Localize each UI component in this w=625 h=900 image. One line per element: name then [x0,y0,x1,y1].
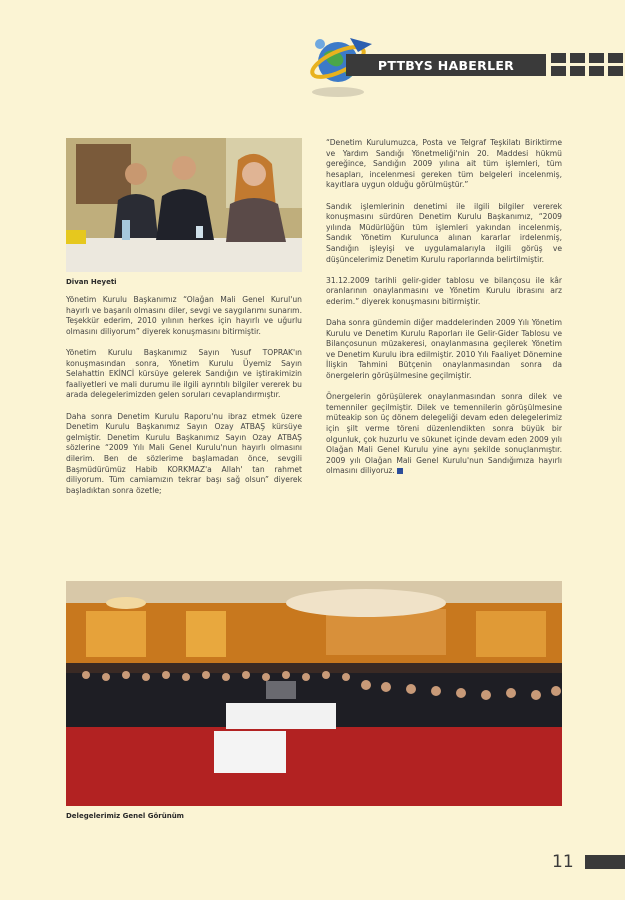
paragraph: Sandık işlemlerinin denetimi ile ilgili bilgiler vererek konuşmasını sürdüren Denetim Kurulu Başkanımız, “2009 yılında Müdürlüğün tüm işlemleri yakından incelenmiş, Sandık Yönetim Kurulunca alınan kararlar irdelenmiş, Sandığın işleyişi ve uygulamalarıyla ilgili görüş ve düşüncelerimiz Denetim Kurulu raporlarında belirtilmiştir. [326,201,562,264]
paragraph-last [326,392,562,477]
photo-caption-bottom: Delegelerimiz Genel Görünüm [66,812,184,820]
paragraph: 31.12.2009 tarihli gelir-gider tablosu ve bilançosu ile kâr oranlarının onaylanmasını ve Yönetim Kurulu ibrasını arz ederim.” diyerek konuşmasını bitirmiştir. [326,275,562,306]
page-number: 11 [552,852,574,872]
paragraph-text: Önergelerin görüşülerek onaylanmasından sonra dilek ve temenniler geçilmiştir. Dilek ve temennilerin görüşülmesine müteakip son üç dönem delegeliği devam eden delegelerimiz için şilt verme töreni düzenlendikten sonra büyük bir olgunluk, çok huzurlu ve sükunet içinde devam eden 2009 yılı Olağan Mali Genel Kurulu yine aynı şekilde sonuçlanmıştır. 2009 yılı Olağan Mali Genel Kurulu'nun Sandığımıza hayırlı olmasını diliyoruz. [326,392,562,476]
section-title: PTTBYS HABERLER [346,54,546,76]
photo-caption-top: Divan Heyeti [66,278,117,286]
header-decorative-squares [551,53,625,77]
paragraph: Yönetim Kurulu Başkanımız “Olağan Mali Genel Kurul'un hayırlı ve başarılı olmasını diler, sevgi ve saygılarımı sunarım. Teşekkür ederim, 2010 yılının herkes için hayırlı ve uğurlu olmasını diliyorum” diyerek konuşmasını bitirmiştir. [66,295,302,336]
paragraph: Daha sonra gündemin diğer maddelerinden 2009 Yılı Yönetim Kurulu ve Denetim Kurulu Raporları ile Gelir-Gider Tablosu ve Bilançosunun müzakeresi, onaylanmasına geçilerek Yönetim ve Denetim Kurulu ibra edilmiştir. 2010 Yılı Faaliyet Dönemine İlişkin Tahmini Bütçenin onaylanmasından sonra da önergelerin görüşülmesine geçilmiştir. [326,318,562,381]
photo-delegates-overview [66,581,562,806]
photo-divan-heyeti [66,138,302,272]
right-column [326,138,562,477]
page-number-bar [585,855,625,869]
left-column [66,295,302,496]
paragraph: “Denetim Kurulumuzca, Posta ve Telgraf Teşkilatı Biriktirme ve Yardım Sandığı Yönetmeliği'nin 20. Maddesi hükmü gereğince, Sandığın 2009 yılına ait tüm işlemleri, tüm hesapları, incelenmesi gereken tüm belgeleri incelenmiş, kayıtlara uygun olduğu görülmüştür.” [326,138,562,190]
paragraph: Daha sonra Denetim Kurulu Raporu'nu ibraz etmek üzere Denetim Kurulu Başkanımız Sayın Ozay ATBAŞ kürsüye gelmiştir. Denetim Kurulu Başkanımız Sayın Ozay ATBAŞ sözlerine “2009 Yılı Mali Genel Kurulu'nun hayırlı olmasını dilerim. Ben de sözlerime başlamadan önce, sevgili Başmüdürümüz Habib KORKMAZ'a Allah' tan rahmet diliyorum. Tüm camiamızın tekrar başı sağ olsun” diyerek başladıktan sonra özetle; [66,411,302,495]
end-mark-icon [397,468,403,474]
paragraph: Yönetim Kurulu Başkanımız Sayın Yusuf TOPRAK'ın konuşmasından sonra, Yönetim Kurulu Üyemiz Sayın Selahattin EKİNCİ kürsüye gelerek Sandığın ve iştirakimizin faaliyetleri ve mali durumu ile ilgili ayrıntılı bilgiler vererek bu arada delegelerimizden gelen soruları cevaplandırmıştır. [66,347,302,400]
